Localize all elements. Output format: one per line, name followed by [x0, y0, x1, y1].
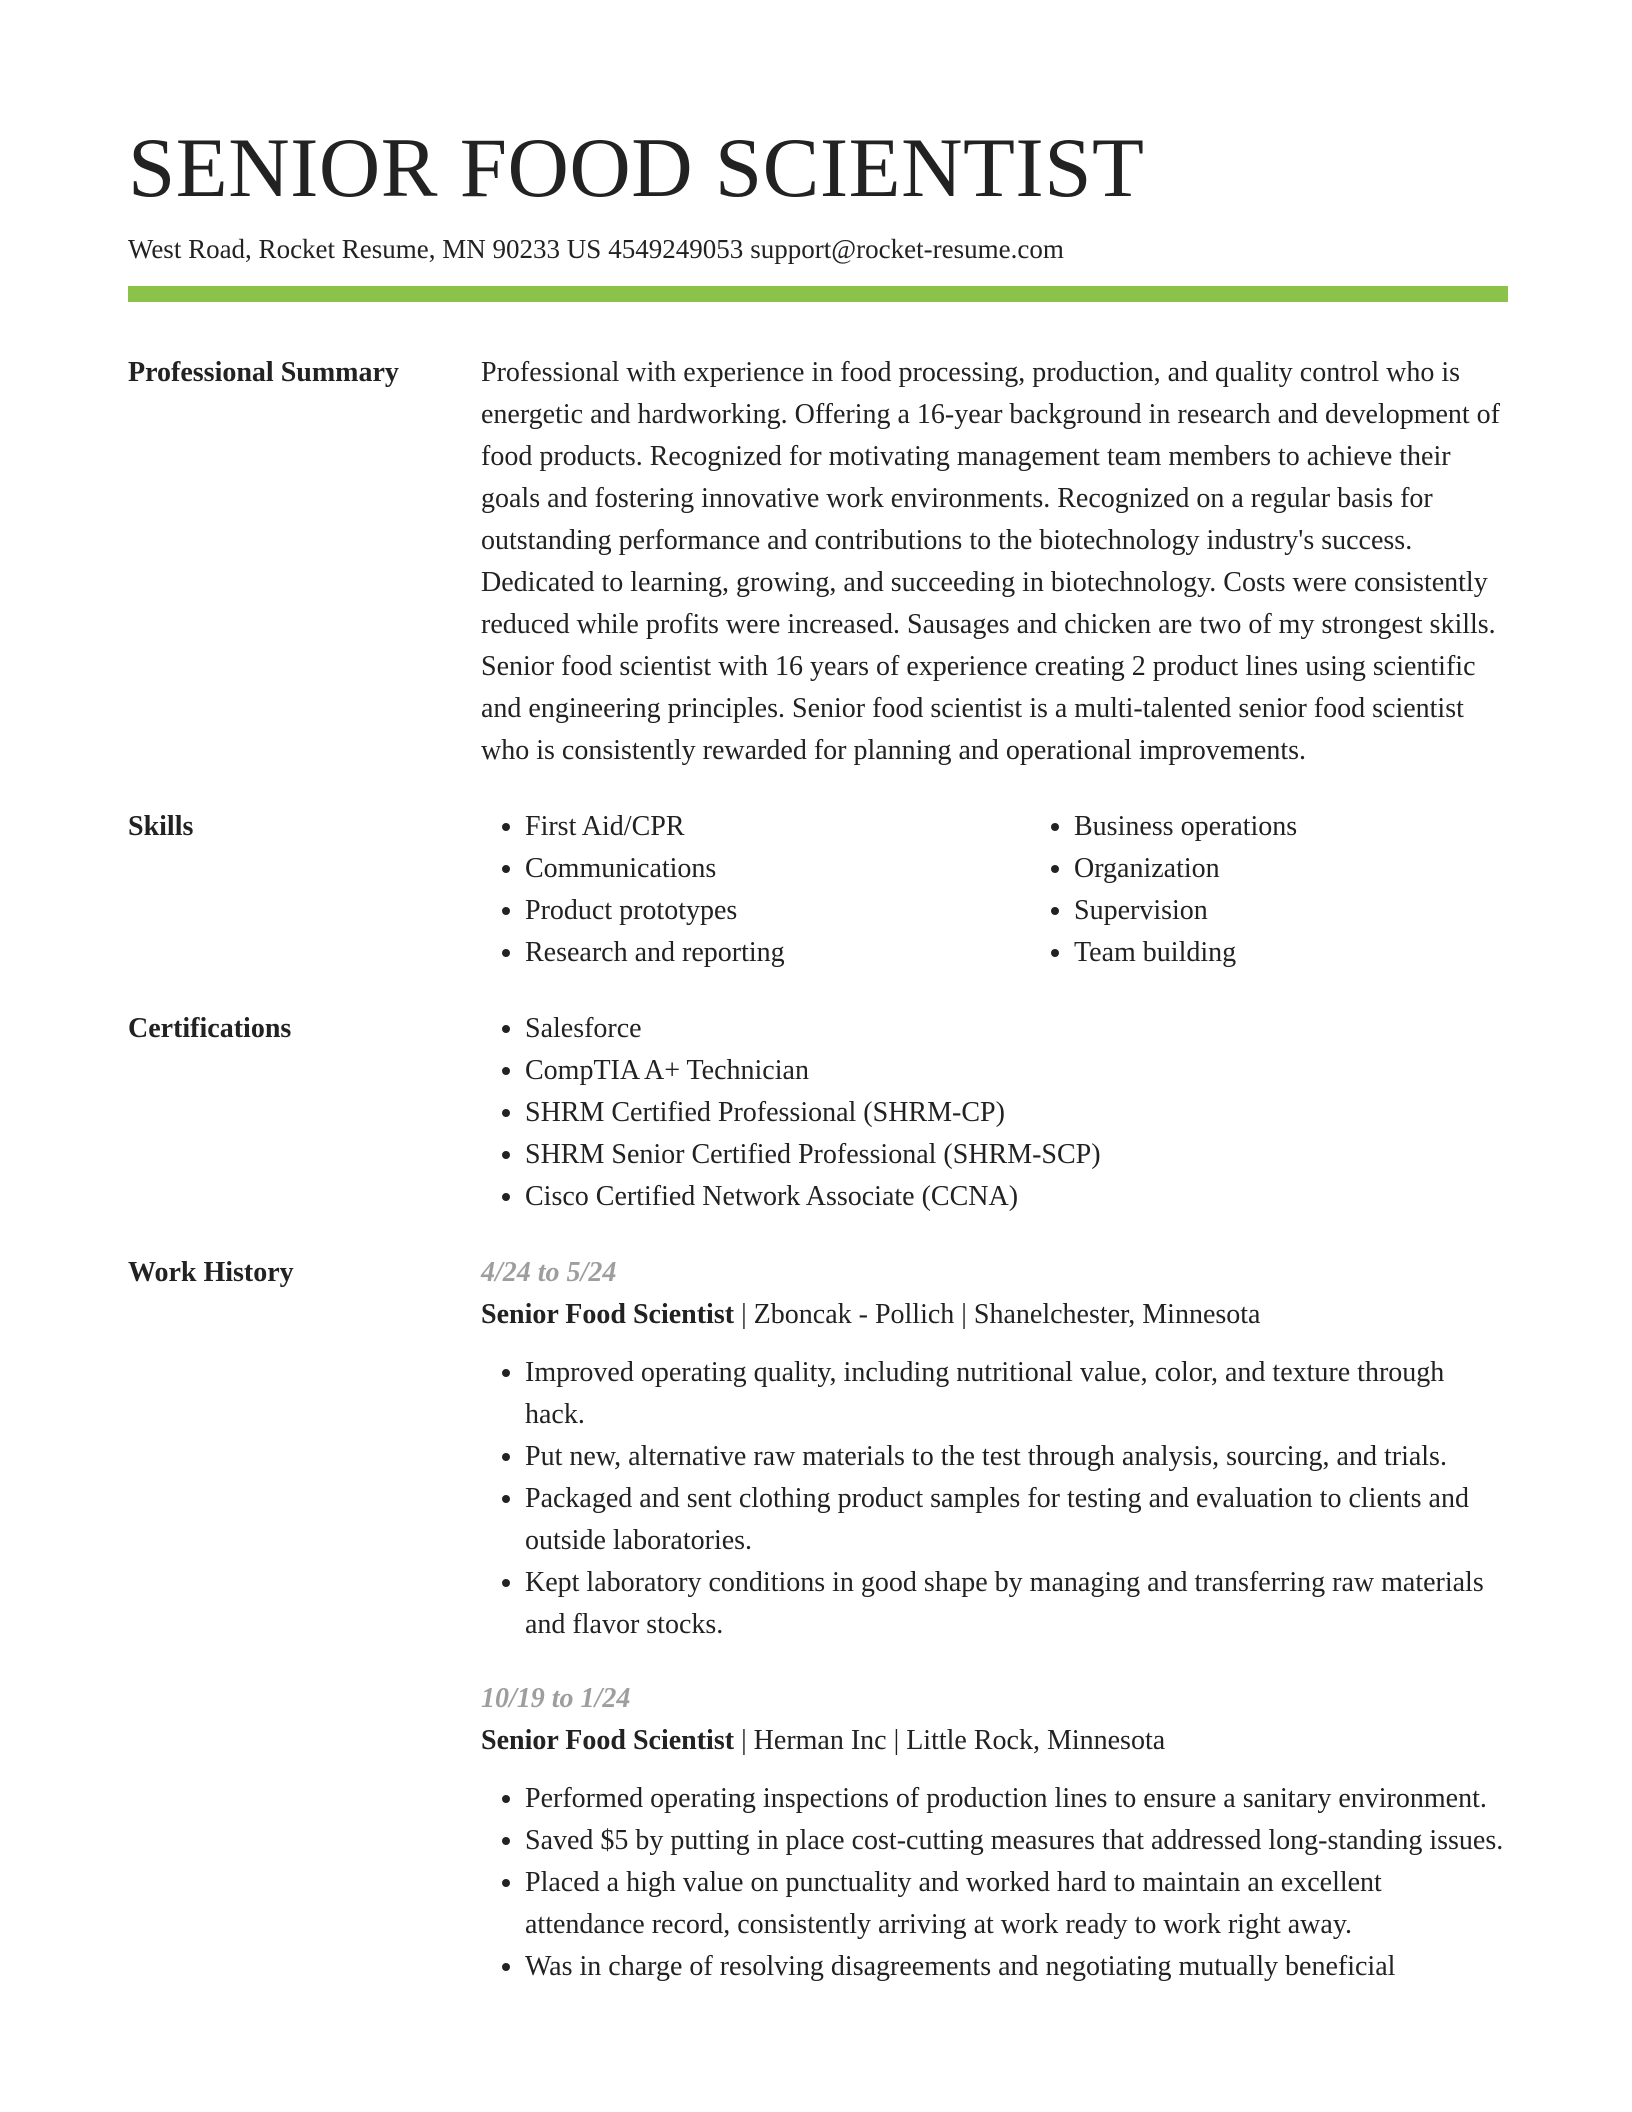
skills-section [128, 806, 1508, 974]
summary-heading: Professional Summary [128, 357, 399, 388]
work-history-heading: Work History [128, 1257, 294, 1288]
job-bullet: • Packaged and sent clothing product samples for testing and evaluation to clients and outside laboratories. [525, 1478, 1508, 1562]
certifications-section [128, 1008, 1508, 1218]
contact-email: support@rocket-resume.com [750, 234, 1064, 264]
summary-section [128, 352, 1508, 772]
certification-item: • SHRM Certified Professional (SHRM-CP) [525, 1092, 1508, 1134]
job-employer-location: | Zboncak - Pollich | Shanelchester, Minnesota [734, 1299, 1261, 1330]
job-bullet: • Improved operating quality, including nutritional value, color, and texture through hack. [525, 1352, 1508, 1436]
summary-text: Professional with experience in food processing, production, and quality control who is energetic and hardworking. Offering a 16-year background in research and development of food products. Recognized for motivating management team members to achieve their goals and fostering innovative work environments. Recognized on a regular basis for outstanding performance and contributions to the biotechnology industry's success. Dedicated to learning, growing, and succeeding in biotechnology. Costs were consistently reduced while profits were increased. Sausages and chicken are two of my strongest skills. Senior food scientist with 16 years of experience creating 2 product lines using scientific and engineering principles. Senior food scientist is a multi-talented senior food scientist who is consistently rewarded for planning and operational improvements. [481, 357, 1501, 766]
job-bullet: • Saved $5 by putting in place cost-cutting measures that addressed long-standing issues. [525, 1820, 1508, 1862]
job-heading [481, 1294, 1508, 1336]
contact-phone: 4549249053 [608, 234, 744, 264]
skill-item: • Team building [1074, 932, 1579, 974]
skill-item: • Research and reporting [525, 932, 1030, 974]
skills-heading: Skills [128, 811, 194, 842]
job-bullet: • Placed a high value on punctuality and worked hard to maintain an excellent attendance record, consistently arriving at work ready to work right away. [525, 1862, 1508, 1946]
certification-item: • Salesforce [525, 1008, 1508, 1050]
skills-list-left [481, 806, 1030, 974]
skill-item: • Product prototypes [525, 890, 1030, 932]
certifications-heading: Certifications [128, 1013, 292, 1044]
work-history-section [128, 1252, 1508, 1988]
certifications-list [481, 1008, 1508, 1218]
job-bullet: • Kept laboratory conditions in good shape by managing and transferring raw materials and flavor stocks. [525, 1562, 1508, 1646]
certification-item: • SHRM Senior Certified Professional (SHRM-SCP) [525, 1134, 1508, 1176]
job-employer-location: | Herman Inc | Little Rock, Minnesota [734, 1725, 1166, 1756]
job-title: Senior Food Scientist [481, 1299, 735, 1330]
contact-line [128, 232, 1508, 266]
skill-item: • Supervision [1074, 890, 1579, 932]
job-title: Senior Food Scientist [481, 1725, 735, 1756]
resume-page [128, 0, 1508, 1988]
job-bullet: • Put new, alternative raw materials to the test through analysis, sourcing, and trials. [525, 1436, 1508, 1478]
certification-item: • CompTIA A+ Technician [525, 1050, 1508, 1092]
skill-item: • Business operations [1074, 806, 1579, 848]
skill-item: • First Aid/CPR [525, 806, 1030, 848]
job-bullets [481, 1778, 1508, 1988]
job-bullet: • Performed operating inspections of production lines to ensure a sanitary environment. [525, 1778, 1508, 1820]
job-bullet: • Was in charge of resolving disagreements and negotiating mutually beneficial [525, 1946, 1508, 1988]
job-dates: 4/24 to 5/24 [481, 1257, 617, 1288]
job-entry [481, 1252, 1508, 1646]
job-entry [481, 1678, 1508, 1988]
contact-address: West Road, Rocket Resume, MN 90233 US [128, 234, 602, 264]
header-divider [128, 286, 1508, 302]
certification-item: • Cisco Certified Network Associate (CCNA) [525, 1176, 1508, 1218]
skill-item: • Organization [1074, 848, 1579, 890]
job-dates: 10/19 to 1/24 [481, 1683, 631, 1714]
skills-list-right [1030, 806, 1579, 974]
job-bullets [481, 1352, 1508, 1646]
candidate-name: SENIOR FOOD SCIENTIST [128, 121, 1145, 215]
job-heading [481, 1720, 1508, 1762]
skill-item: • Communications [525, 848, 1030, 890]
